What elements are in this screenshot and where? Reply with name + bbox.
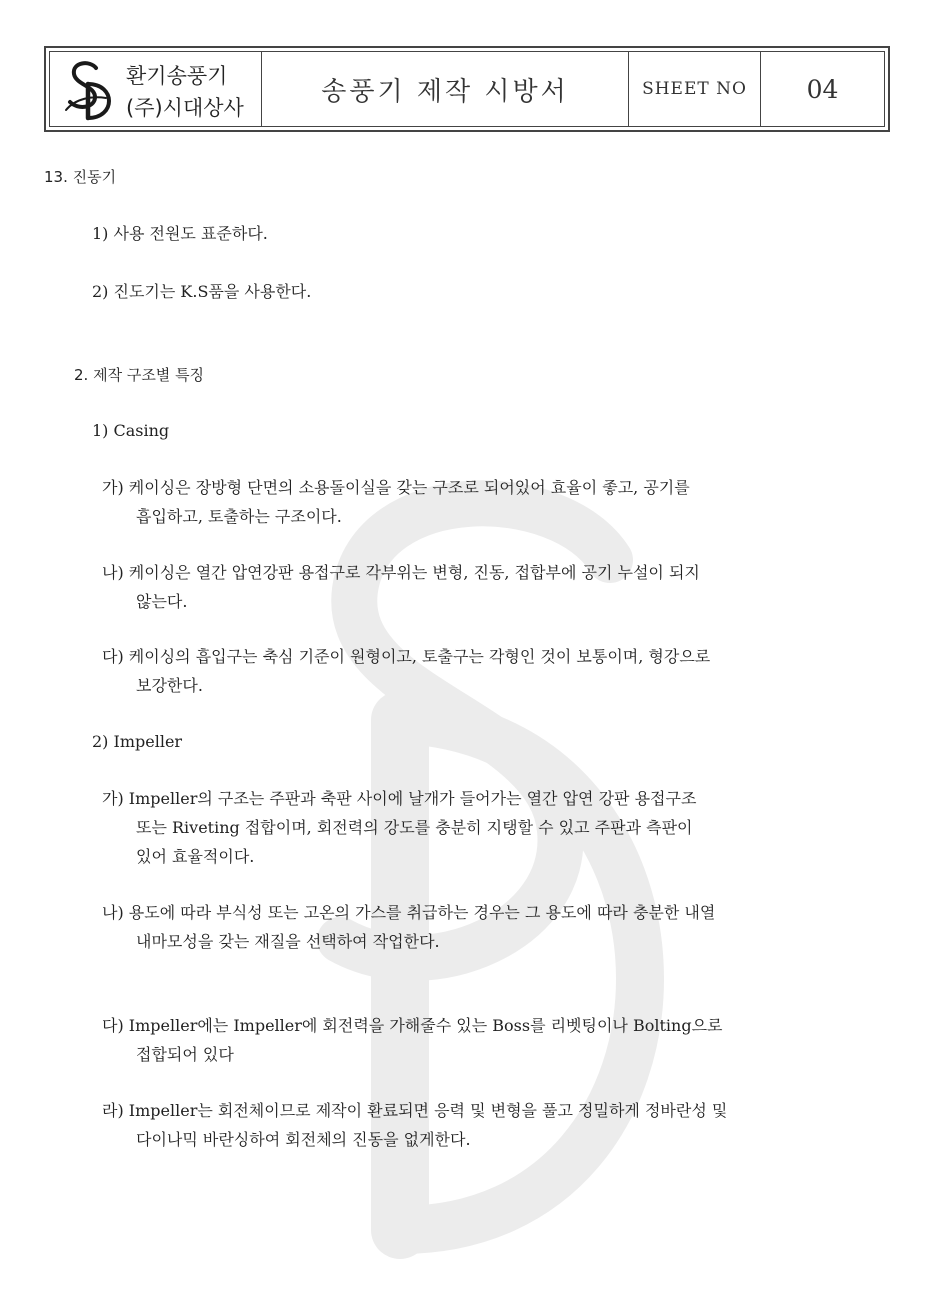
impeller-item-3-line-2: 접합되어 있다 [136,1045,234,1064]
casing-item-3-line-2: 보강한다. [136,676,203,695]
sheet-number-cell [761,52,884,126]
company-name-line2: (주)시대상사 [126,96,244,120]
document-title-cell [262,52,629,126]
impeller-item-1-line-2: 또는 Riveting 접합이며, 회전력의 강도를 충분히 지탱할 수 있고 주판과 측판이 [136,818,693,837]
document-header [44,46,890,132]
casing-item-2-line-1: 나) 케이싱은 열간 압연강판 용접구로 각부위는 변형, 진동, 접합부에 공기 누설이 되지 [102,563,700,582]
section-13-item-1: 1) 사용 전원도 표준하다. [92,224,268,243]
casing-item-1-line-2: 흡입하고, 토출하는 구조이다. [136,507,342,526]
sheet-number: 04 [806,74,839,104]
impeller-item-2-line-2: 내마모성을 갖는 재질을 선택하여 작업한다. [136,932,440,951]
casing-item-3-line-1: 다) 케이싱의 흡입구는 축심 기준이 원형이고, 토출구는 각형인 것이 보통이며, 형강으로 [102,647,711,666]
casing-item-2-line-2: 않는다. [136,592,188,611]
impeller-item-1-line-3: 있어 효율적이다. [136,847,255,866]
company-logo-cell [50,52,262,126]
section-2-heading: 2. 제작 구조별 특징 [74,366,205,384]
section-13-item-2: 2) 진도기는 K.S품을 사용한다. [92,282,312,301]
impeller-item-1-line-1: 가) Impeller의 구조는 주판과 축판 사이에 날개가 들어가는 열간 압연 강판 용접구조 [102,789,697,808]
impeller-heading: 2) Impeller [92,732,183,751]
company-name-line1: 환기송풍기 [126,64,228,88]
impeller-item-4-line-1: 라) Impeller는 회전체이므로 제작이 환료되면 응력 및 변형을 풀고 정밀하게 정바란성 및 [102,1101,728,1120]
impeller-item-2-line-1: 나) 용도에 따라 부식성 또는 고온의 가스를 취급하는 경우는 그 용도에 따라 충분한 내열 [102,903,716,922]
casing-heading: 1) Casing [92,421,170,440]
casing-item-1-line-1: 가) 케이싱은 장방형 단면의 소용돌이실을 갖는 구조로 되어있어 효율이 좋고, 공기를 [102,478,690,497]
section-13-heading: 13. 진동기 [44,168,117,186]
sd-logo-icon [62,58,128,124]
document-title: 송풍기 제작 시방서 [321,76,569,107]
impeller-item-3-line-1: 다) Impeller에는 Impeller에 회전력을 가해줄수 있는 Boss를 리벳팅이나 Bolting으로 [102,1016,723,1035]
sheet-label-cell [629,52,761,126]
impeller-item-4-line-2: 다이나믹 바란싱하여 회전체의 진동을 없게한다. [136,1130,471,1149]
sheet-no-label: SHEET NO [642,79,747,99]
